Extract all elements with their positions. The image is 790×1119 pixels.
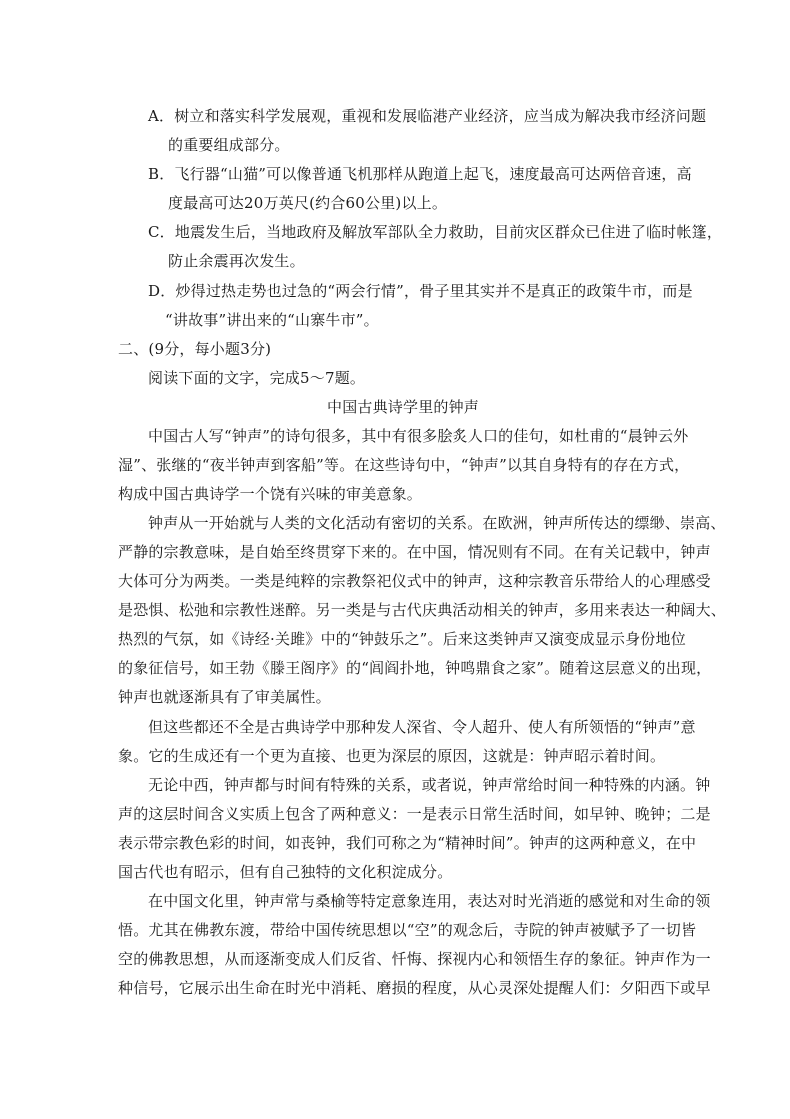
paragraph-2-line: 严静的宗教意味，是自始至终贯穿下来的。在中国，情况则有不同。在有关记载中，钟声 (118, 543, 711, 561)
paragraph-5-line: 悟。尤其在佛教东渡，带给中国传统思想以“空”的观念后，寺院的钟声被赋予了一切皆 (118, 921, 697, 939)
option-b-line2: 度最高可达20万英尺(约合60公里)以上。 (168, 194, 448, 212)
section-heading: 二、(9分，每小题3分) (118, 340, 272, 358)
paragraph-5-line: 种信号，它展示出生命在时光中消耗、磨损的程度，从心灵深处提醒人们：夕阳西下或早 (118, 979, 711, 997)
paragraph-5-line: 在中国文化里，钟声常与桑榆等特定意象连用，表达对时光消逝的感觉和对生命的领 (148, 892, 711, 910)
paragraph-5-line: 空的佛教思想，从而逐渐变成人们反省、忏悔、探视内心和领悟生存的象征。钟声作为一 (118, 950, 711, 968)
paragraph-3-line: 但这些都还不全是古典诗学中那种发人深省、令人超升、使人有所领悟的“钟声”意 (148, 718, 696, 736)
paragraph-2-line: 的象征信号，如王勃《滕王阁序》的“闾阎扑地，钟鸣鼎食之家”。随着这层意义的出现， (118, 659, 712, 677)
option-c-line1: C．地震发生后，当地政府及解放军部队全力救助，目前灾区群众已住进了临时帐篷， (148, 223, 723, 241)
paragraph-3-line: 象。它的生成还有一个更为直接、也更为深层的原因，这就是：钟声昭示着时间。 (118, 747, 666, 765)
paragraph-1-line: 湿”、张继的“夜半钟声到客船”等。在这些诗句中，“钟声”以其自身特有的存在方式， (118, 456, 690, 474)
paragraph-4-line: 声的这层时间含义实质上包含了两种意义：一是表示日常生活时间，如早钟、晚钟；二是 (118, 805, 711, 823)
option-a-line1: A．树立和落实科学发展观，重视和发展临港产业经济，应当成为解决我市经济问题 (148, 107, 707, 125)
paragraph-2-line: 大体可分为两类。一类是纯粹的宗教祭祀仪式中的钟声，这种宗教音乐带给人的心理感受 (118, 572, 711, 590)
option-d-line1: D．炒得过热走势也过急的“两会行情”，骨子里其实并不是真正的政策牛市，而是 (148, 282, 693, 300)
paragraph-2-line: 钟声从一开始就与人类的文化活动有密切的关系。在欧洲，钟声所传达的缥缈、崇高、 (148, 514, 726, 532)
paragraph-4-line: 表示带宗教色彩的时间，如丧钟，我们可称之为“精神时间”。钟声的这两种意义，在中 (118, 834, 697, 852)
paragraph-4-line: 无论中西，钟声都与时间有特殊的关系，或者说，钟声常给时间一种特殊的内涵。钟 (148, 776, 711, 794)
option-a-line2: 的重要组成部分。 (168, 136, 290, 154)
option-c-line2: 防止余震再次发生。 (168, 252, 305, 270)
paragraph-2-line: 热烈的气氛，如《诗经·关雎》中的“钟鼓乐之”。后来这类钟声又演变成显示身份地位 (118, 630, 686, 648)
article-title: 中国古典诗学里的钟声 (327, 398, 480, 416)
paragraph-1-line: 中国古人写“钟声”的诗句很多，其中有很多脍炙人口的佳句，如杜甫的“晨钟云外 (148, 427, 689, 445)
section-instruction: 阅读下面的文字，完成5～7题。 (148, 369, 366, 387)
paragraph-1-line: 构成中国古典诗学一个饶有兴味的审美意象。 (118, 485, 423, 503)
option-d-line2: “讲故事”讲出来的“山寨牛市”。 (165, 311, 379, 329)
paragraph-2-line: 钟声也就逐渐具有了审美属性。 (118, 688, 331, 706)
paragraph-2-line: 是恐惧、松弛和宗教性迷醉。另一类是与古代庆典活动相关的钟声，多用来表达一种阔大、 (118, 601, 727, 619)
option-b-line1: B．飞行器“山猫”可以像普通飞机那样从跑道上起飞，速度最高可达两倍音速，高 (148, 165, 692, 183)
paragraph-4-line: 国古代也有昭示，但有自己独特的文化积淀成分。 (118, 863, 453, 881)
